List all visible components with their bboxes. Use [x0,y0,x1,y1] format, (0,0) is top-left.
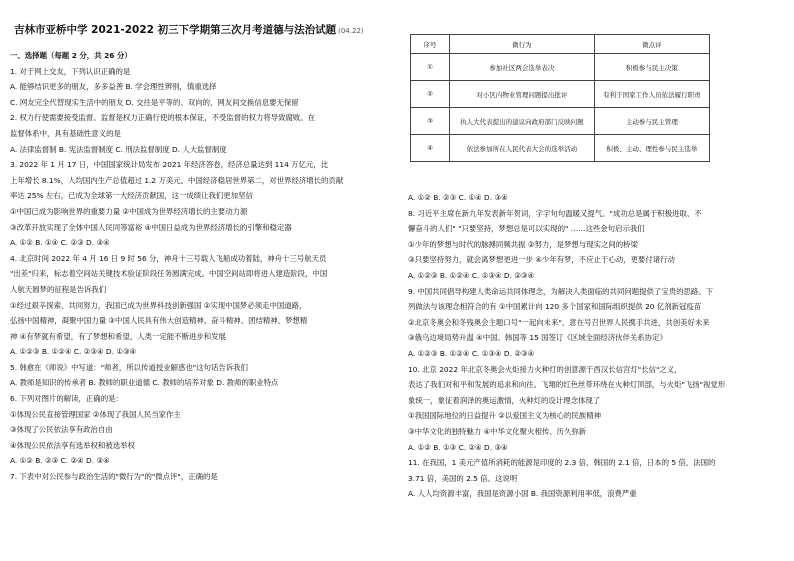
table-row [411,135,710,162]
table-cell: 主动参与民主管理 [594,108,709,135]
table-row [411,81,710,108]
text-line: A. ①② B. ②③ C. ②④ D. ③④ [10,456,110,466]
table-cell: 参加社区两会选举表决 [450,54,595,81]
text-line: 9. 中国共同倡导构建人类命运共同体理念，为解决人类面临的共同问题提供了宝贵的思路。下 [408,286,714,296]
table-cell: ④ [411,135,450,162]
text-line: 列做法与该理念相符合的有 ①中国累计向 120 多个国家和国际组织提供 20 亿剂新冠疫苗 [408,302,702,312]
table-header-cell: 微行为 [450,35,595,54]
text-line: 10. 北京 2022 年北京冬奥会火炬接力火种灯的创意源于西汉长信宫灯"长信"之义， [408,364,682,374]
table-cell: 有利于国家工作人员依法履行职责 [594,81,709,108]
table-row [411,108,710,135]
text-line: ①我国国际地位的日益提升 ②以爱国主义为核心的民族精神 [408,411,601,421]
text-line: 8. 习近平主席在新九年发表新年贺词，字字句句温暖又提气。"成功总是属于积极进取、不 [408,208,702,218]
text-line: A. ①②③ B. ①②④ C. ①③④ D. ②③④ [408,270,535,280]
evaluation-table [410,34,710,162]
text-line: A. ①② B. ②③ C. ①④ D. ③④ [408,193,508,202]
table-body [411,54,710,162]
text-line: "出差"归来，标志着空间站关键技术验证阶段任务圆满完成。中国空间站即将进入建造阶段，中国 [10,269,328,279]
text-line: ④体现公民依法享有选举权和被选举权 [10,440,135,450]
text-line: 率达 25% 左右，已成为全球第一大经济贡献国，这一成绩让我们更加坚信 [10,191,253,201]
left-column [10,48,390,485]
text-line: A. 能够结识更多的朋友，多多益善 B. 学会理性辨别，慎重选择 [10,82,217,92]
text-line: ③改革开放实现了全体中国人民同等富裕 ④中国日益成为世界经济增长的引擎和稳定器 [10,222,292,232]
text-line: ③中华文化的独特魅力 ④中华文化聚火相传、历久弥新 [408,426,587,436]
text-line: 懈奋斗的人们" "只要坚持，梦想总是可以实现的" ……这些金句启示我们 [408,224,645,234]
text-line: ①中国已成为影响世界的重要力量 ②中国成为世界经济增长的主要动力源 [10,206,248,216]
text-line: 3. 2022 年 1 月 17 日，中国国家统计局发布 2021 年经济答卷，经济总量达到 114 万亿元，比 [10,160,329,170]
text-line: A. ①② B. ①③ C. ②④ D. ③④ [408,442,508,452]
table-cell: ③ [411,108,450,135]
table-cell: 积极、主动、理性参与民主选举 [594,135,709,162]
title-date: (04.22) [338,27,364,35]
exam-title [14,22,364,37]
text-line: 上年增长 8.1%，人均国内生产总值超过 1.2 万美元。中国经济稳居世界第二，对世界经济增长的贡献 [10,175,344,185]
text-line: ③俄乌边境局势升温 ④中国、韩国等 15 国签订《区域全面经济伙伴关系协定》 [408,333,667,343]
text-line: 弘扬中国精神，凝聚中国力量 ③中国人民具有伟大创造精神、奋斗精神、团结精神、梦想精 [10,316,308,326]
text-line: 象统一，象征着润泽的奥运激情，火种灯的设计理念体现了 [408,395,601,405]
table-cell: ② [411,81,450,108]
text-line: A. ①②③ B. ①②④ C. ①③④ D. ②③④ [408,348,535,358]
text-line: ①体现公民直接管理国家 ②体现了我国人民当家作主 [10,409,181,419]
text-line: 表达了我们对和平和发展的追求和向往。飞翔的红色丝带环绕在火种灯顶部，与火炬"飞扬"视觉形 [408,380,726,390]
text-line: 6. 下列对图片的解读，正确的是： [10,394,123,404]
table-header-cell: 微点评 [594,35,709,54]
text-line: 5. 韩愈在《师说》中写道："师者，所以传道授业解惑也"这句话告诉我们 [10,362,248,372]
text-line: 4. 北京时间 2022 年 4 月 16 日 9 时 56 分，神舟十三号载人飞船成功着陆，神舟十三号航天员 [10,253,327,263]
text-line: 7. 下表中对公民参与政治生活的"微行为"的"微点评"，正确的是 [10,472,218,482]
text-line: 人航天圆梦的征程是告诉我们 [10,284,107,294]
text-line: A. ①② B. ①④ C. ②③ D. ③④ [10,238,110,248]
table-cell: 依法参加所在人民代表大会的选举活动 [450,135,595,162]
text-line: 11. 在我国，1 美元产值所消耗的能源是印度的 2.3 倍，韩国的 2.1 倍，日本的 5 倍，法国的 [408,458,716,468]
text-line: A. 人人均资源丰富，我国是资源小国 B. 我国资源利用率低，浪费严重 [408,489,637,499]
text-line: C. 网友完全代替现实生活中的朋友 D. 交往是平等的、双向的，网友间交换信息要无保留 [10,97,299,107]
table-cell: 执人大代表提出的建议向政府部门反映问题 [450,108,595,135]
text-line: 1. 对于网上交友，下列认识正确的是 [10,66,131,76]
text-line: A. ①②③ B. ①②④ C. ②③④ D. ①③④ [10,347,137,357]
text-line: 2. 权力行使需要接受监督。监督是权力正确行使的根本保证，不受监督的权力将导致腐败。在 [10,113,316,123]
text-line: 一、选择题（每题 2 分，共 26 分） [10,51,132,60]
text-line: ③只要坚持努力，就会离梦想更进一步 ④少年有梦，不应止于心动，更要付诸行动 [408,255,675,265]
right-column [408,190,786,502]
text-line: 3.71 倍，美国的 2.5 倍。这说明 [408,473,518,483]
table-row [411,54,710,81]
text-line: A. 教师是知识的传承者 B. 教师的职业道德 C. 教师的培养对象 D. 教师的职业特点 [10,378,279,388]
table-header-cell: 序号 [411,35,450,54]
table-header-row [411,35,710,54]
text-line: ③体现了公民依法享有政治自由 [10,425,113,435]
table-cell: ① [411,54,450,81]
text-line: ①少年的梦想与时代的脉搏同频共振 ②努力，是梦想与现实之间的桥梁 [408,239,638,249]
text-line: ①经过艰辛探索、共同努力，我国已成为世界科技创新强国 ②实现中国梦必须走中国道路， [10,300,307,310]
text-line: 神 ④有梦就有希望，有了梦想和希望，人类一定能不断进步和发展 [10,331,226,341]
table-cell: 积极参与民主决策 [594,54,709,81]
text-line: 监督体系中，具有基础性意义的是 [10,128,121,138]
table-cell: 对小区内物业管理问题提出批评 [450,81,595,108]
title-text: 吉林市亚桥中学 2021-2022 初三下学期第三次月考道德与法治试题 [14,24,337,36]
text-line: ②北京冬奥会和冬残奥会主题口号"一起向未来"，意在号召世界人民携手共进，共创美好未来 [408,317,710,327]
text-line: A. 法律监督制 B. 宪法监督制度 C. 刑法监督制度 D. 人大监督制度 [10,144,227,154]
